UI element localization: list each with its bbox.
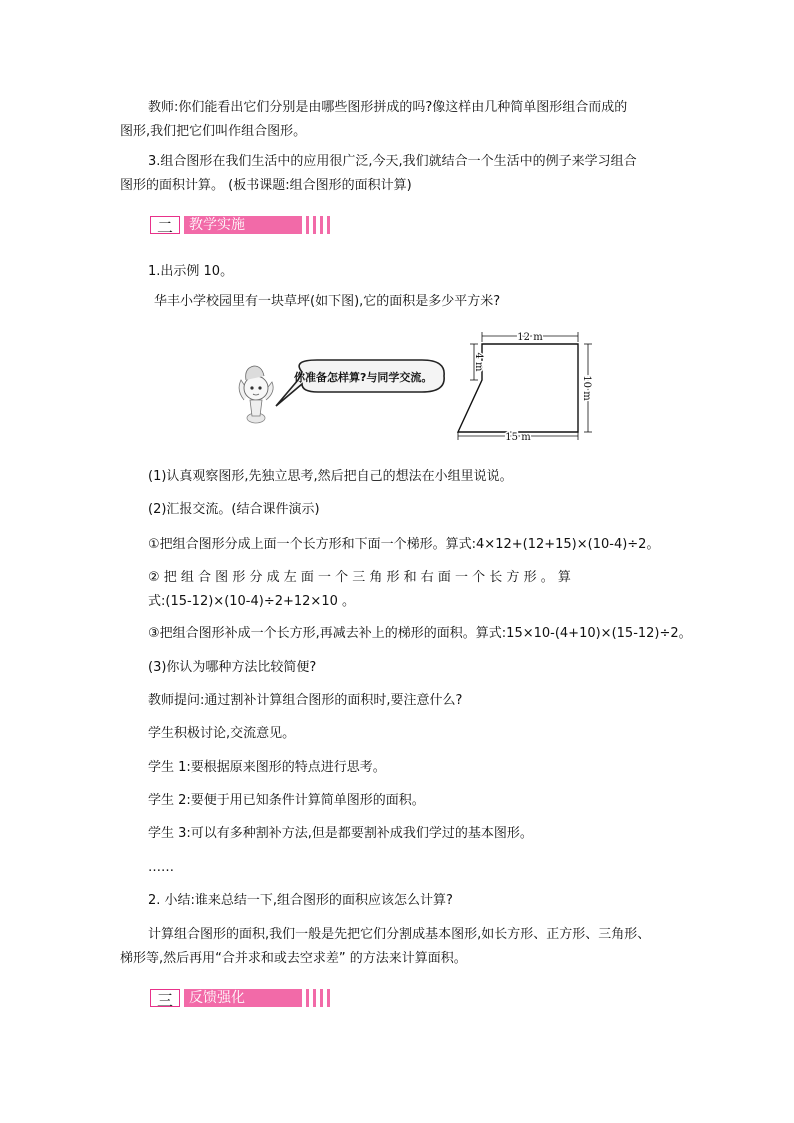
teacher-question: 教师提问:通过割补计算组合图形的面积时,要注意什么? [148,693,463,708]
section-title: 教学实施 [189,217,245,233]
paragraph-line: 教师:你们能看出它们分别是由哪些图形拼成的吗?像这样由几种简单图形组合而成的 [148,100,628,115]
speech-bubble [276,360,444,406]
summary-question: 2. 小结:谁来总结一下,组合图形的面积应该怎么计算? [148,893,453,908]
student-1-answer: 学生 1:要根据原来图形的特点进行思考。 [148,760,386,775]
label-top-width: 12 m [517,332,543,343]
section-title-bar [184,216,302,234]
section-number-box [150,216,180,237]
section-number: 三 [156,991,173,1010]
method-two [148,566,676,614]
paragraph-line: ② 把 组 合 图 形 分 成 左 面 一 个 三 角 形 和 右 面 一 个 长 方 形 。 算 [148,570,571,585]
label-right-height: 10 m [581,375,592,401]
students-discuss: 学生积极讨论,交流意见。 [148,726,296,741]
paragraph-line: 图形的面积计算。 (板书课题:组合图形的面积计算) [120,178,412,193]
paragraph-line: 计算组合图形的面积,我们一般是先把它们分割成基本图形,如长方形、正方形、三角形、 [148,927,651,942]
paragraph-line: 梯形等,然后再用“合并求和或去空求差” 的方法来计算面积。 [120,951,467,966]
item-example: 1.出示例 10。 [148,264,234,279]
method-one: ①把组合图形分成上面一个长方形和下面一个梯形。算式:4×12+(12+15)×(10-4)÷2。 [148,537,660,552]
section-title-bar [184,989,302,1007]
step-observe: (1)认真观察图形,先独立思考,然后把自己的想法在小组里说说。 [148,469,513,484]
summary-paragraph [120,923,676,971]
ellipsis: …… [148,860,174,875]
label-left-height: 4 m [473,352,484,372]
step-report: (2)汇报交流。(结合课件演示) [148,502,320,517]
paragraph-teacher-intro [120,96,676,144]
fairy-character-icon [239,366,273,423]
paragraph-lesson-intro [120,150,676,198]
section-number: 二 [156,218,173,237]
student-2-answer: 学生 2:要便于用已知条件计算简单图形的面积。 [148,793,425,808]
problem-statement: 华丰小学校园里有一块草坪(如下图),它的面积是多少平方米? [154,294,501,309]
lawn-figure [232,330,602,442]
lawn-shape [458,332,592,442]
paragraph-line: 3.组合图形在我们生活中的应用很广泛,今天,我们就结合一个生活中的例子来学习组合 [148,154,637,169]
student-3-answer: 学生 3:可以有多种割补方法,但是都要割补成我们学过的基本图形。 [148,826,533,841]
section-number-box [150,989,180,1010]
method-three: ③把组合图形补成一个长方形,再减去补上的梯形的面积。算式:15×10-(4+10)×(15-12)÷2。 [148,626,692,641]
section-banner-feedback [150,989,334,1009]
section-banner-teaching [150,216,334,236]
label-bottom-width: 15 m [505,432,531,442]
section-title: 反馈强化 [189,990,245,1006]
paragraph-line: 式:(15-12)×(10-4)÷2+12×10 。 [148,594,356,609]
speech-bubble-text: 你准备怎样算?与同学交流。 [294,371,433,384]
paragraph-line: 图形,我们把它们叫作组合图形。 [120,124,307,139]
step-compare: (3)你认为哪种方法比较简便? [148,660,317,675]
